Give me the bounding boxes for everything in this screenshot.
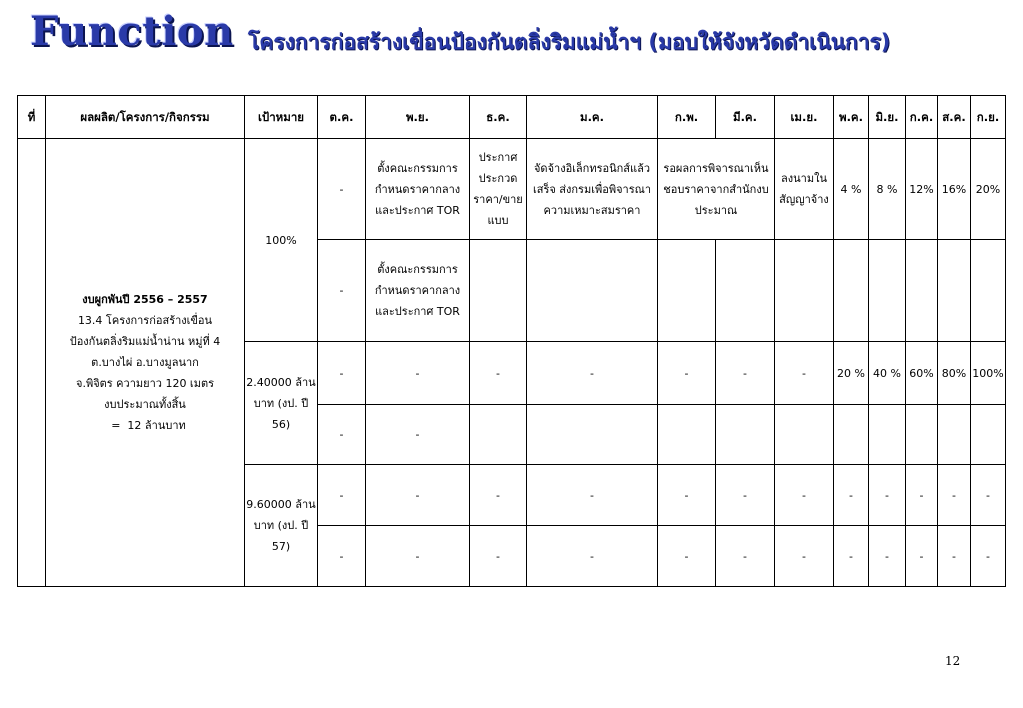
title-prefix: Function bbox=[30, 8, 234, 55]
cell-jul: 12% bbox=[906, 139, 938, 240]
cell-jan bbox=[527, 405, 658, 465]
cell-sep: - bbox=[971, 526, 1006, 587]
cell-feb-mar: รอผลการพิจารณาเห็นชอบราคาจากสำนักงบประมาณ bbox=[658, 139, 775, 240]
page-number: 12 bbox=[945, 654, 961, 668]
output-line: ต.บางไผ่ อ.บางมูลนาก bbox=[91, 356, 199, 369]
cell-jul: - bbox=[906, 465, 938, 526]
cell-nov: - bbox=[366, 342, 470, 405]
cell-oct: - bbox=[318, 405, 366, 465]
cell-jun: 40 % bbox=[869, 342, 906, 405]
cell-may bbox=[834, 240, 869, 342]
cell-output bbox=[46, 139, 245, 587]
cell-feb bbox=[658, 405, 716, 465]
col-no: ที่ bbox=[18, 96, 46, 139]
cell-oct: - bbox=[318, 465, 366, 526]
cell-feb: - bbox=[658, 342, 716, 405]
cell-nov: ตั้งคณะกรรมการกำหนดราคากลาง และประกาศ TOR bbox=[366, 240, 470, 342]
cell-jul: 60% bbox=[906, 342, 938, 405]
cell-aug bbox=[938, 405, 971, 465]
cell-mar: - bbox=[716, 526, 775, 587]
cell-may: - bbox=[834, 465, 869, 526]
cell-mar: - bbox=[716, 465, 775, 526]
cell-jan bbox=[527, 240, 658, 342]
cell-sep: 20% bbox=[971, 139, 1006, 240]
cell-feb: - bbox=[658, 526, 716, 587]
cell-aug bbox=[938, 240, 971, 342]
page-title: โครงการก่อสร้างเขื่อนป้องกันตลิ่งริมแม่น้ำฯ (มอบให้จังหวัดดำเนินการ) bbox=[248, 30, 891, 54]
output-line: 13.4 โครงการก่อสร้างเขื่อน bbox=[77, 314, 213, 327]
cell-may: 4 % bbox=[834, 139, 869, 240]
col-dec: ธ.ค. bbox=[470, 96, 527, 139]
cell-apr: - bbox=[775, 342, 834, 405]
output-heading: งบผูกพันปี 2556 – 2557 bbox=[82, 293, 208, 306]
cell-apr: - bbox=[775, 465, 834, 526]
col-oct: ต.ค. bbox=[318, 96, 366, 139]
cell-may: - bbox=[834, 526, 869, 587]
col-output: ผลผลิต/โครงการ/กิจกรรม bbox=[46, 96, 245, 139]
col-jul: ก.ค. bbox=[906, 96, 938, 139]
col-apr: เม.ย. bbox=[775, 96, 834, 139]
cell-jan: - bbox=[527, 342, 658, 405]
cell-aug: - bbox=[938, 465, 971, 526]
col-may: พ.ค. bbox=[834, 96, 869, 139]
col-mar: มี.ค. bbox=[716, 96, 775, 139]
cell-jun: 8 % bbox=[869, 139, 906, 240]
cell-jun: - bbox=[869, 465, 906, 526]
cell-apr: ลงนามในสัญญาจ้าง bbox=[775, 139, 834, 240]
cell-sep: 100% bbox=[971, 342, 1006, 405]
cell-dec: - bbox=[470, 526, 527, 587]
cell-sep bbox=[971, 405, 1006, 465]
cell-jul: - bbox=[906, 526, 938, 587]
cell-oct: - bbox=[318, 342, 366, 405]
cell-sep: - bbox=[971, 465, 1006, 526]
cell-target-3: 9.60000 ล้านบาท (งป. ปี 57) bbox=[245, 465, 318, 587]
cell-apr bbox=[775, 240, 834, 342]
col-feb: ก.พ. bbox=[658, 96, 716, 139]
cell-apr: - bbox=[775, 526, 834, 587]
cell-dec bbox=[470, 405, 527, 465]
cell-aug: 80% bbox=[938, 342, 971, 405]
cell-nov: - bbox=[366, 405, 470, 465]
col-jan: ม.ค. bbox=[527, 96, 658, 139]
cell-jun bbox=[869, 405, 906, 465]
cell-jun: - bbox=[869, 526, 906, 587]
cell-oct: - bbox=[318, 526, 366, 587]
cell-aug: - bbox=[938, 526, 971, 587]
cell-mar bbox=[716, 240, 775, 342]
col-aug: ส.ค. bbox=[938, 96, 971, 139]
cell-feb bbox=[658, 240, 716, 342]
header-row bbox=[18, 96, 1006, 139]
cell-dec: - bbox=[470, 465, 527, 526]
cell-no bbox=[18, 139, 46, 587]
cell-apr bbox=[775, 405, 834, 465]
cell-jan: จัดจ้างอิเล็กทรอนิกส์แล้วเสร็จ ส่งกรมเพื่อพิจารณาความเหมาะสมราคา bbox=[527, 139, 658, 240]
cell-nov: - bbox=[366, 465, 470, 526]
table-row bbox=[18, 139, 1006, 240]
cell-may: 20 % bbox=[834, 342, 869, 405]
output-line: งบประมาณทั้งสิ้น bbox=[104, 398, 186, 411]
cell-may bbox=[834, 405, 869, 465]
col-nov: พ.ย. bbox=[366, 96, 470, 139]
cell-dec: ประกาศประกวดราคา/ขายแบบ bbox=[470, 139, 527, 240]
output-line: จ.พิจิตร ความยาว 120 เมตร bbox=[76, 377, 214, 390]
cell-dec: - bbox=[470, 342, 527, 405]
cell-sep bbox=[971, 240, 1006, 342]
cell-mar: - bbox=[716, 342, 775, 405]
output-line: ป้องกันตลิ่งริมแม่น้ำน่าน หมู่ที่ 4 bbox=[69, 335, 221, 348]
cell-target-2: 2.40000 ล้านบาท (งป. ปี 56) bbox=[245, 342, 318, 465]
cell-jul bbox=[906, 240, 938, 342]
cell-mar bbox=[716, 405, 775, 465]
col-jun: มิ.ย. bbox=[869, 96, 906, 139]
cell-jan: - bbox=[527, 526, 658, 587]
plan-table bbox=[17, 95, 1006, 587]
cell-feb: - bbox=[658, 465, 716, 526]
cell-jul bbox=[906, 405, 938, 465]
cell-jun bbox=[869, 240, 906, 342]
output-line: = 12 ล้านบาท bbox=[104, 419, 186, 432]
cell-dec bbox=[470, 240, 527, 342]
cell-oct: - bbox=[318, 240, 366, 342]
cell-oct: - bbox=[318, 139, 366, 240]
cell-jan: - bbox=[527, 465, 658, 526]
cell-nov: ตั้งคณะกรรมการกำหนดราคากลาง และประกาศ TOR bbox=[366, 139, 470, 240]
cell-target-1: 100% bbox=[245, 139, 318, 342]
col-sep: ก.ย. bbox=[971, 96, 1006, 139]
cell-nov: - bbox=[366, 526, 470, 587]
col-target: เป้าหมาย bbox=[245, 96, 318, 139]
cell-aug: 16% bbox=[938, 139, 971, 240]
